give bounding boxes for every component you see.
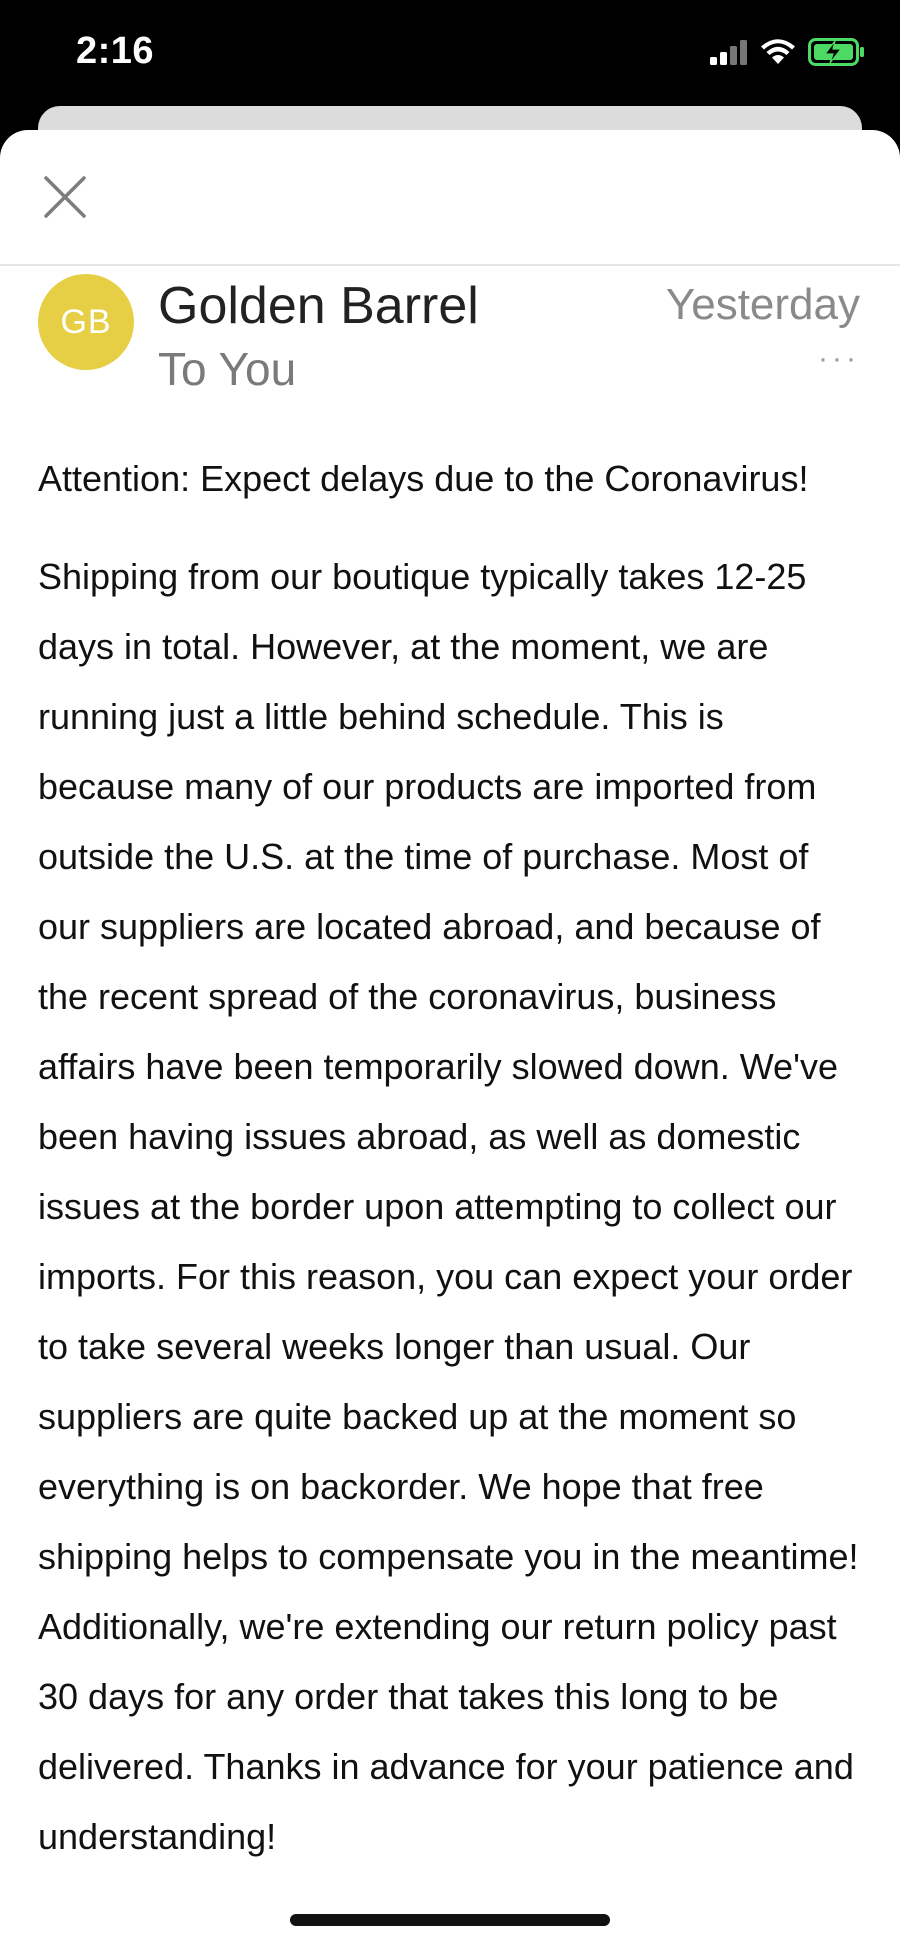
message-subject: Attention: Expect delays due to the Coronavirus! — [38, 458, 809, 499]
message-text: Shipping from our boutique typically takes 12-25 days in total. However, at the moment, we are running just a little behind schedule. This is because many of our products are imported from outside the U.S. at the time of purchase. Most of our suppliers are located abroad, and because of the recent spread of the coronavirus, business affairs have been temporarily slowed down. We've been having issues abroad, as well as domestic issues at the border upon attempting to collect our imports. For this reason, you can expect your order to take several weeks longer than usual. Our suppliers are quite backed up at the moment so everything is on backorder. We hope that free shipping helps to compensate you in the meantime! Additionally, we're extending our return policy past 30 days for any order that takes this long to be delivered. Thanks in advance for your patience and understanding! — [38, 556, 859, 1858]
close-icon — [38, 211, 92, 228]
status-icons — [710, 38, 866, 66]
message-body — [0, 426, 900, 1872]
avatar-initials: GB — [60, 302, 112, 341]
battery-charging-icon — [808, 38, 866, 66]
sender-row — [0, 266, 900, 426]
recipient-label[interactable]: To You — [158, 343, 297, 395]
status-bar — [0, 0, 900, 110]
sender-name[interactable]: Golden Barrel — [158, 277, 479, 335]
sheet-header — [0, 130, 900, 266]
avatar — [38, 274, 134, 370]
email-sheet — [0, 130, 900, 1948]
cellular-signal-icon — [710, 39, 748, 65]
more-options-button[interactable]: ··· — [818, 342, 860, 375]
status-time: 2:16 — [76, 30, 155, 72]
home-indicator[interactable] — [290, 1914, 610, 1926]
wifi-icon — [760, 38, 796, 66]
close-button[interactable] — [38, 170, 92, 224]
message-date: Yesterday — [665, 280, 860, 329]
